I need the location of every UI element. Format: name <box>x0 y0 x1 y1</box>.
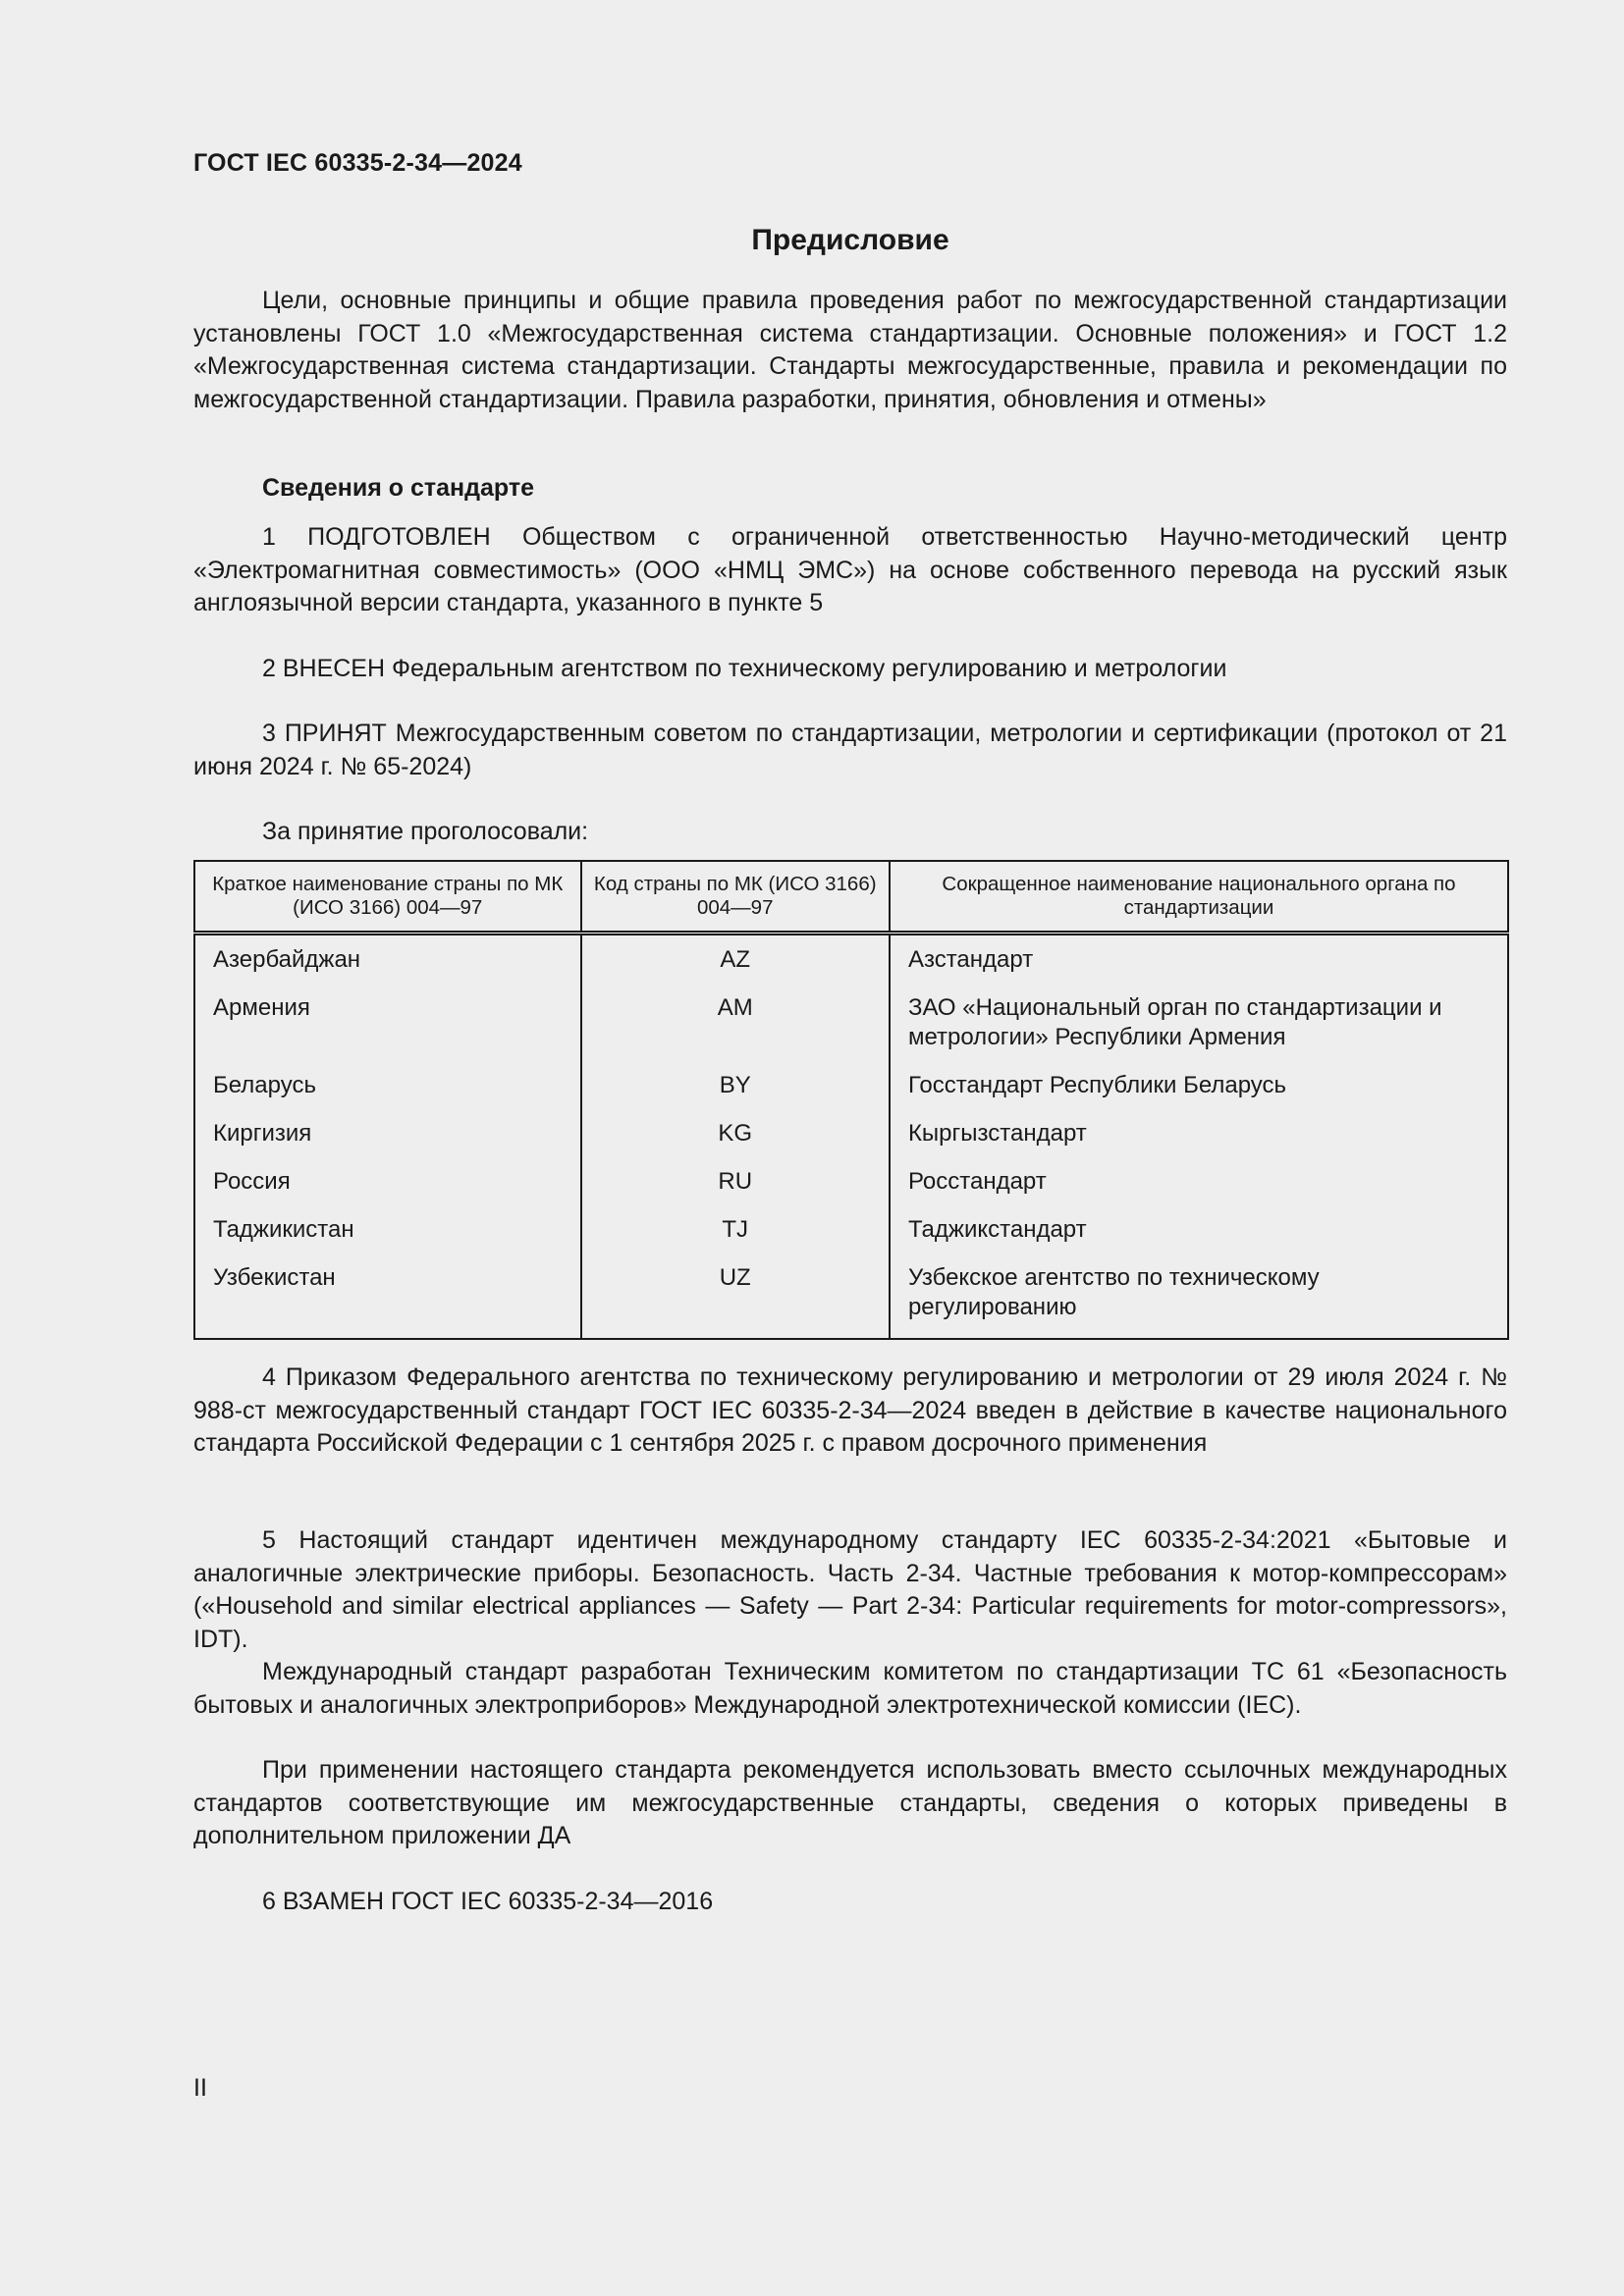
country-cell: Таджикистан <box>194 1207 581 1255</box>
body-cell: Росстандарт <box>907 1168 1047 1195</box>
table-row <box>194 986 1508 1063</box>
voting-countries-table <box>193 860 1509 1340</box>
page-number: II <box>193 2074 207 2102</box>
column-header-body: Сокращенное наименование национального органа по стандартизации <box>890 861 1508 934</box>
votes-intro: За принятие проголосовали: <box>262 818 589 845</box>
body-cell: Узбекское агентство по техническому регулированию <box>907 1264 1320 1320</box>
code-cell: UZ <box>581 1255 890 1339</box>
item-5-application-paragraph: При применении настоящего стандарта рекомендуется использовать вместо ссылочных международных стандартов соответствующие им межгосударственные стандарты, сведения о которых приведены в дополнительном приложении ДА <box>193 1756 1507 1849</box>
item-6-paragraph: 6 ВЗАМЕН ГОСТ IEC 60335-2-34—2016 <box>262 1888 714 1915</box>
country-cell: Киргизия <box>194 1111 581 1159</box>
body-cell: ЗАО «Национальный орган по стандартизации и метрологии» Республики Армения <box>907 994 1442 1050</box>
item-4-paragraph: 4 Приказом Федерального агентства по техническому регулированию и метрологии от 29 июля 2024 г. № 988-ст межгосударственный стандарт ГОСТ IEC 60335-2-34—2024 введен в действие в качестве национального стандарта Российской Федерации с 1 сентября 2025 г. с правом досрочного применения <box>193 1363 1507 1457</box>
body-cell: Кыргызстандарт <box>907 1120 1087 1147</box>
column-header-country: Краткое наименование страны по МК (ИСО 3166) 004—97 <box>194 861 581 934</box>
document-code-header: ГОСТ IEC 60335-2-34—2024 <box>193 149 522 177</box>
code-cell: AM <box>581 986 890 1063</box>
table-row <box>194 1207 1508 1255</box>
item-3-paragraph: 3 ПРИНЯТ Межгосударственным советом по стандартизации, метрологии и сертификации (протокол от 21 июня 2024 г. № 65-2024) <box>193 720 1507 780</box>
table-row <box>194 1255 1508 1339</box>
table-row <box>194 1063 1508 1111</box>
country-cell: Узбекистан <box>194 1255 581 1339</box>
code-cell: KG <box>581 1111 890 1159</box>
country-cell: Россия <box>194 1159 581 1207</box>
body-cell: Таджикстандарт <box>907 1216 1087 1243</box>
item-2-paragraph: 2 ВНЕСЕН Федеральным агентством по техническому регулированию и метрологии <box>262 655 1227 682</box>
intro-paragraph: Цели, основные принципы и общие правила проведения работ по межгосударственной стандартизации установлены ГОСТ 1.0 «Межгосударственная система стандартизации. Основные положения» и ГОСТ 1.2 «Межгосударственная система стандартизации. Стандарты межгосударственные, правила и рекомендации по межгосударственной стандартизации. Правила разработки, принятия, обновления и отмены» <box>193 287 1507 413</box>
code-cell: RU <box>581 1159 890 1207</box>
body-cell: Азстандарт <box>907 946 1034 973</box>
body-cell: Госстандарт Республики Беларусь <box>907 1072 1287 1098</box>
country-cell: Беларусь <box>194 1063 581 1111</box>
country-cell: Армения <box>194 986 581 1063</box>
item-1-paragraph: 1 ПОДГОТОВЛЕН Обществом с ограниченной ответственностью Научно-методический центр «Электромагнитная совместимость» (ООО «НМЦ ЭМС») на основе собственного перевода на русский язык англоязычной версии стандарта, указанного в пункте 5 <box>193 523 1507 616</box>
item-5-developer-paragraph: Международный стандарт разработан Техническим комитетом по стандартизации TC 61 «Безопасность бытовых и аналогичных электроприборов» Международной электротехнической комиссии (IEC). <box>193 1658 1507 1719</box>
column-header-code: Код страны по МК (ИСО 3166) 004—97 <box>581 861 890 934</box>
table-row <box>194 1159 1508 1207</box>
table-row <box>194 934 1508 987</box>
code-cell: TJ <box>581 1207 890 1255</box>
standard-info-heading: Сведения о стандарте <box>262 474 535 502</box>
table-row <box>194 1111 1508 1159</box>
page-title: Предисловие <box>751 224 949 256</box>
code-cell: BY <box>581 1063 890 1111</box>
table-header-row <box>194 861 1508 934</box>
country-cell: Азербайджан <box>194 934 581 987</box>
item-5-paragraph: 5 Настоящий стандарт идентичен международному стандарту IEC 60335-2-34:2021 «Бытовые и аналогичные электрические приборы. Безопасность. Часть 2-34. Частные требования к мотор-компрессорам» («Household and similar electrical appliances — Safety — Part 2-34: Particular requirements for motor-compressors», IDT). <box>193 1526 1507 1653</box>
code-cell: AZ <box>581 934 890 987</box>
